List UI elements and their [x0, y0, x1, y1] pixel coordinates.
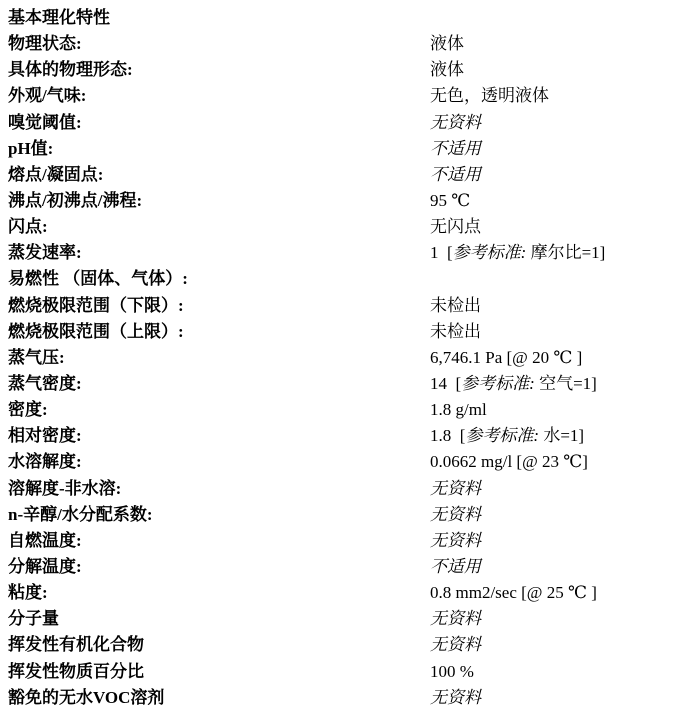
property-label: 蒸气密度:	[8, 373, 82, 393]
property-row	[0, 319, 673, 345]
property-value	[430, 580, 673, 606]
property-label: 豁免的无水VOC溶剂	[8, 687, 165, 707]
property-label: 蒸发速率:	[8, 243, 82, 263]
property-value-segment: 1 [	[430, 243, 453, 263]
property-row	[0, 606, 673, 632]
property-value-segment: 14 [	[430, 373, 462, 393]
property-value	[430, 397, 673, 423]
property-row	[0, 162, 673, 188]
property-value-segment: 100 %	[430, 661, 474, 681]
property-row	[0, 685, 673, 711]
property-value	[430, 319, 673, 345]
property-label: 燃烧极限范围（下限）:	[8, 295, 184, 315]
property-row	[0, 554, 673, 580]
property-label: 粘度:	[8, 583, 48, 603]
property-row	[0, 188, 673, 214]
property-row	[0, 345, 673, 371]
property-value-segment: 6,746.1 Pa [@ 20 ℃ ]	[430, 347, 583, 367]
property-label: n-辛醇/水分配系数:	[8, 504, 153, 524]
property-value	[430, 476, 673, 502]
property-row	[0, 57, 673, 83]
property-label: 密度:	[8, 400, 48, 420]
section-title: 基本理化特性	[8, 8, 110, 27]
property-row	[0, 580, 673, 606]
property-row	[0, 423, 673, 449]
property-value-segment: 液体	[430, 60, 464, 80]
property-label: 熔点/凝固点:	[8, 164, 104, 184]
property-row	[0, 31, 673, 57]
property-value-italic-segment: 无资料	[430, 687, 481, 707]
property-value	[430, 136, 673, 162]
property-label: 嗅觉阈值:	[8, 112, 82, 132]
property-label: 水溶解度:	[8, 452, 82, 472]
property-label: 分解温度:	[8, 556, 82, 576]
property-label: pH值:	[8, 138, 54, 158]
property-value-italic-segment: 参考标准:	[461, 373, 535, 393]
property-value-italic-segment: 无资料	[430, 112, 481, 132]
property-value-italic-segment: 无资料	[430, 609, 481, 629]
property-value	[430, 188, 673, 214]
property-row	[0, 266, 673, 292]
property-value-italic-segment: 不适用	[430, 556, 481, 576]
properties-table	[0, 31, 673, 711]
property-value-italic-segment: 参考标准:	[452, 243, 527, 263]
property-value-italic-segment: 参考标准:	[465, 426, 540, 446]
property-value	[430, 554, 673, 580]
property-value-segment: 未检出	[430, 321, 481, 341]
property-value-segment: 95 ℃	[430, 190, 471, 210]
property-value-italic-segment: 无资料	[430, 478, 481, 498]
property-value	[430, 606, 673, 632]
property-row	[0, 476, 673, 502]
property-value	[430, 345, 673, 371]
property-value	[430, 685, 673, 711]
property-row	[0, 502, 673, 528]
property-row	[0, 449, 673, 475]
property-value	[430, 162, 673, 188]
section-title-row	[0, 5, 673, 31]
property-value	[430, 659, 673, 685]
property-row	[0, 371, 673, 397]
property-value-segment: 0.8 mm2/sec [@ 25 ℃ ]	[430, 583, 597, 603]
property-row	[0, 659, 673, 685]
property-value	[430, 57, 673, 83]
property-value	[430, 502, 673, 528]
property-row	[0, 83, 673, 109]
property-value	[430, 110, 673, 136]
property-value	[430, 632, 673, 658]
property-row	[0, 397, 673, 423]
property-value-italic-segment: 不适用	[430, 138, 481, 158]
property-value-segment: 无闪点	[430, 217, 481, 237]
property-value-italic-segment: 无资料	[430, 530, 481, 550]
property-row	[0, 528, 673, 554]
property-row	[0, 240, 673, 266]
property-label: 自燃温度:	[8, 530, 82, 550]
property-label: 相对密度:	[8, 426, 82, 446]
property-label: 分子量	[8, 609, 59, 629]
property-label: 沸点/初沸点/沸程:	[8, 190, 143, 210]
property-label: 闪点:	[8, 217, 48, 237]
property-row	[0, 110, 673, 136]
property-value-italic-segment: 不适用	[430, 164, 481, 184]
property-value	[430, 528, 673, 554]
property-label: 物理状态:	[8, 34, 82, 54]
property-value-segment: 水=1]	[539, 426, 585, 446]
property-value	[430, 214, 673, 240]
property-row	[0, 632, 673, 658]
property-value	[430, 83, 673, 109]
property-value-segment: 1.8 g/ml	[430, 400, 487, 420]
property-label: 溶解度-非水溶:	[8, 478, 122, 498]
property-label: 挥发性有机化合物	[8, 635, 144, 655]
property-value-segment: 0.0662 mg/l [@ 23 ℃]	[430, 452, 588, 472]
property-label: 外观/气味:	[8, 86, 87, 106]
property-value	[430, 449, 673, 475]
property-value	[430, 31, 673, 57]
property-value-segment: 无色，透明液体	[430, 86, 549, 106]
property-value	[430, 240, 673, 266]
property-row	[0, 293, 673, 319]
property-label: 蒸气压:	[8, 347, 65, 367]
property-value-segment: 空气=1]	[534, 373, 597, 393]
property-value	[430, 423, 673, 449]
property-label: 燃烧极限范围（上限）:	[8, 321, 184, 341]
property-row	[0, 136, 673, 162]
property-label: 易燃性 （固体、气体）:	[8, 269, 188, 289]
property-value	[430, 293, 673, 319]
property-value-segment: 未检出	[430, 295, 481, 315]
property-label: 具体的物理形态:	[8, 60, 133, 80]
property-value-segment: 摩尔比=1]	[526, 243, 606, 263]
property-label: 挥发性物质百分比	[8, 661, 144, 681]
property-value-italic-segment: 无资料	[430, 504, 481, 524]
property-value	[430, 371, 673, 397]
property-value-segment: 液体	[430, 34, 464, 54]
property-value-italic-segment: 无资料	[430, 635, 481, 655]
property-value-segment: 1.8 [	[430, 426, 466, 446]
property-row	[0, 214, 673, 240]
